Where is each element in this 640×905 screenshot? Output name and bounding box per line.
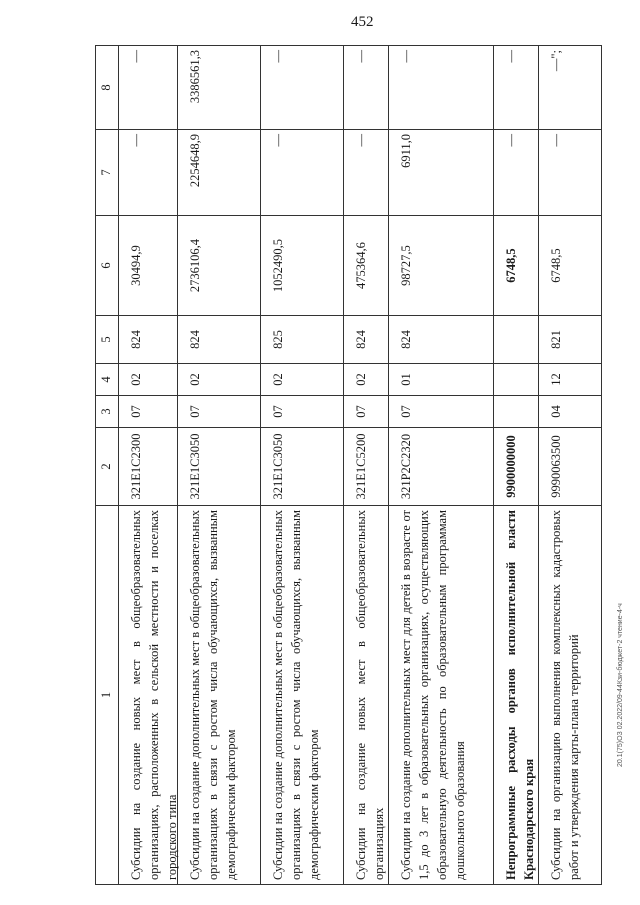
row-section: 07 <box>344 395 388 427</box>
row-code: 321Е1С2300 <box>119 427 177 505</box>
row-description: Непрограммные расходы органов исполнительной власти Краснодарского края <box>494 505 538 885</box>
row-amount-col6: 2736106,4 <box>178 215 260 315</box>
row-description: Субсидии на создание новых мест в общеобразовательных организациях <box>344 505 388 885</box>
row-amount-col8: 3386561,3 <box>178 45 260 129</box>
row-expense-type <box>494 315 538 363</box>
table-row <box>119 45 178 885</box>
row-subsection: 02 <box>261 363 343 395</box>
row-subsection: 02 <box>344 363 388 395</box>
row-description: Субсидии на создание дополнительных мест для детей в возрасте от 1,5 до 3 лет в образовательных организациях, осуществляющих образовательную деятельность по образовательным программам дошкольного образования <box>389 505 493 885</box>
row-code: 321Р2С2320 <box>389 427 493 505</box>
row-amount-col6: 1052490,5 <box>261 215 343 315</box>
row-section: 07 <box>178 395 260 427</box>
row-amount-col7: 6911,0 <box>389 129 493 215</box>
row-amount-col7: — <box>539 129 601 215</box>
column-header: 4 <box>96 363 118 395</box>
column-header: 7 <box>96 129 118 215</box>
row-section <box>494 395 538 427</box>
document-reference-note: 20.1(75)ОЗ 02.2022/09-44Кзи-бюджет-2 чтение-4-ч <box>617 603 624 767</box>
table-header-row <box>95 45 119 885</box>
row-code: 321Е1С5200 <box>344 427 388 505</box>
table-row <box>389 45 494 885</box>
table-row <box>178 45 261 885</box>
row-expense-type: 824 <box>119 315 177 363</box>
row-amount-col6: 6748,5 <box>494 215 538 315</box>
row-subsection: 02 <box>119 363 177 395</box>
row-amount-col7: — <box>119 129 177 215</box>
budget-table <box>95 45 600 885</box>
row-expense-type: 824 <box>344 315 388 363</box>
row-description: Субсидии на создание дополнительных мест в общеобразовательных организациях в связи с ростом числа обучающихся, вызванным демографическим фактором <box>178 505 260 885</box>
column-header: 6 <box>96 215 118 315</box>
row-amount-col8: — <box>344 45 388 129</box>
page-number: 452 <box>351 14 374 30</box>
row-subsection: 01 <box>389 363 493 395</box>
row-section: 07 <box>119 395 177 427</box>
row-code: 321Е1С3050 <box>178 427 260 505</box>
row-amount-col6: 6748,5 <box>539 215 601 315</box>
row-code: 9990063500 <box>539 427 601 505</box>
row-subsection <box>494 363 538 395</box>
row-expense-type: 825 <box>261 315 343 363</box>
row-amount-col7: — <box>494 129 538 215</box>
row-amount-col8: —"; <box>539 45 601 129</box>
row-section: 07 <box>261 395 343 427</box>
row-section: 04 <box>539 395 601 427</box>
row-subsection: 12 <box>539 363 601 395</box>
column-header: 8 <box>96 45 118 129</box>
row-description: Субсидии на организацию выполнения комплексных кадастровых работ и утверждения карты-плана территорий <box>539 505 601 885</box>
row-description: Субсидии на создание дополнительных мест в общеобразовательных организациях в связи с ростом числа обучающихся, вызванным демографическим фактором <box>261 505 343 885</box>
row-code: 321Е1С3050 <box>261 427 343 505</box>
row-amount-col7: — <box>344 129 388 215</box>
row-code: 9900000000 <box>494 427 538 505</box>
row-expense-type: 824 <box>389 315 493 363</box>
row-section: 07 <box>389 395 493 427</box>
row-amount-col8: — <box>494 45 538 129</box>
row-amount-col6: 30494,9 <box>119 215 177 315</box>
row-subsection: 02 <box>178 363 260 395</box>
table-row <box>261 45 344 885</box>
rotated-table-frame <box>95 45 600 885</box>
table-row <box>494 45 539 885</box>
row-amount-col6: 475364,6 <box>344 215 388 315</box>
row-amount-col7: 2254648,9 <box>178 129 260 215</box>
row-amount-col6: 98727,5 <box>389 215 493 315</box>
row-description: Субсидии на создание новых мест в общеобразовательных организациях, расположенных в сельской местности и поселках городского типа <box>119 505 177 885</box>
column-header: 1 <box>96 505 118 885</box>
table-row <box>344 45 389 885</box>
table-row <box>539 45 602 885</box>
column-header: 5 <box>96 315 118 363</box>
row-expense-type: 821 <box>539 315 601 363</box>
row-amount-col8: — <box>261 45 343 129</box>
row-expense-type: 824 <box>178 315 260 363</box>
column-header: 3 <box>96 395 118 427</box>
row-amount-col8: — <box>119 45 177 129</box>
column-header: 2 <box>96 427 118 505</box>
row-amount-col8: — <box>389 45 493 129</box>
row-amount-col7: — <box>261 129 343 215</box>
